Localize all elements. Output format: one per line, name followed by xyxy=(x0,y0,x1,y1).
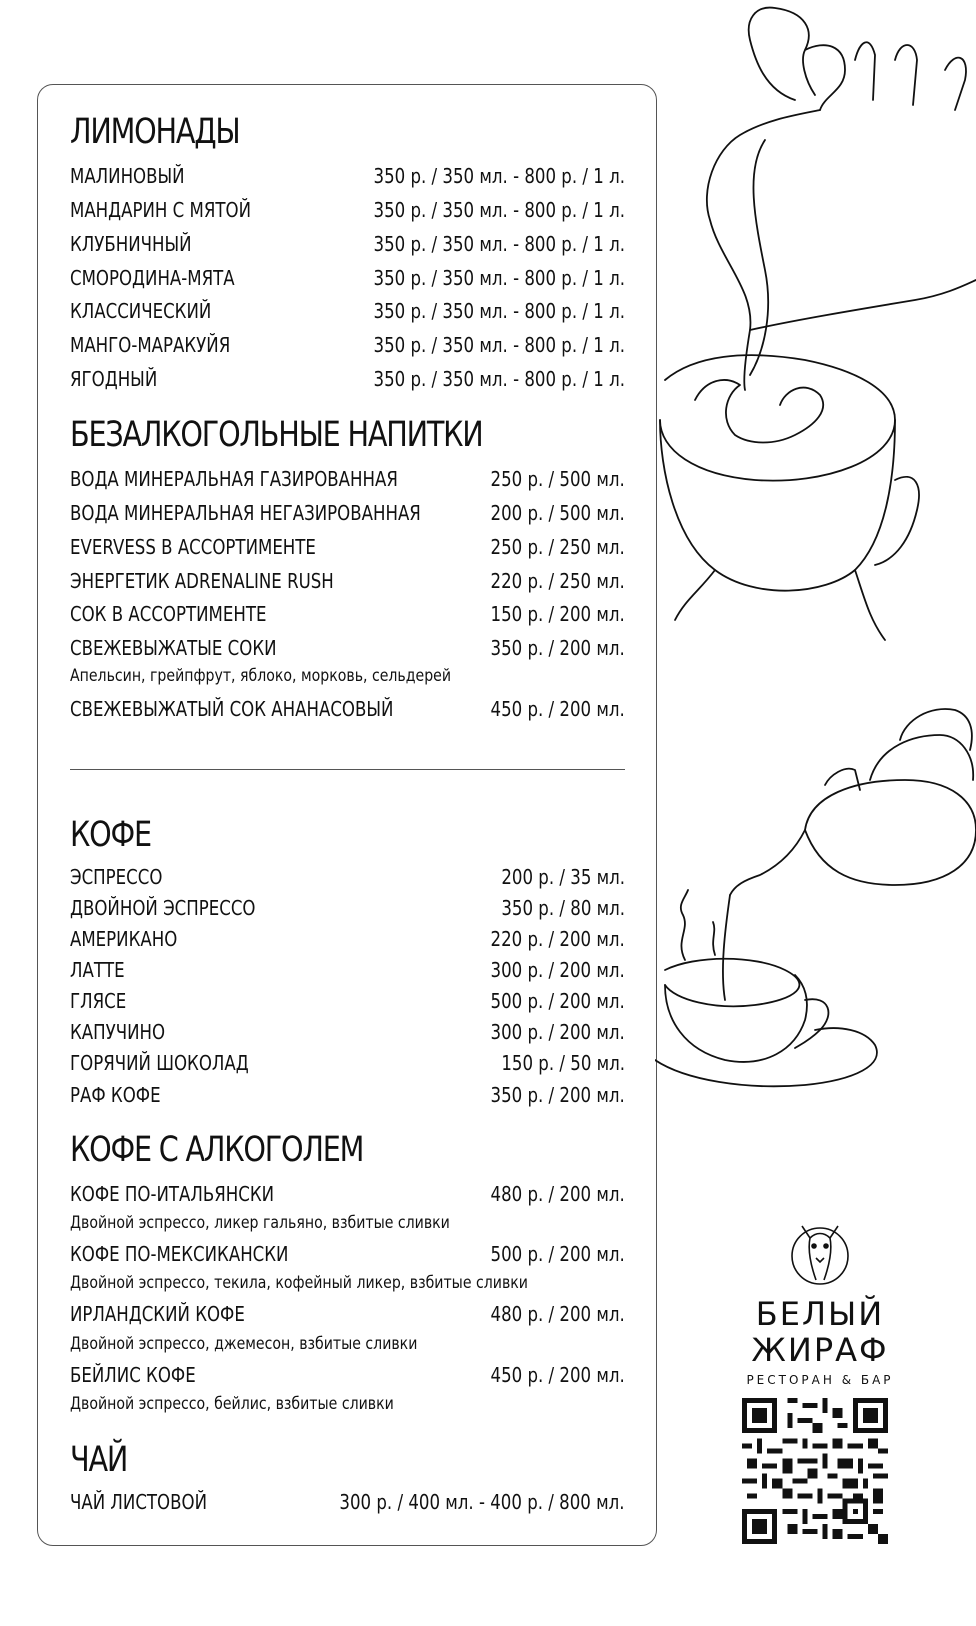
menu-item xyxy=(70,1017,625,1047)
menu-item xyxy=(70,1487,625,1517)
teapot-cup-icon xyxy=(655,700,976,1120)
item-name: ЭСПРЕССО xyxy=(70,865,163,889)
menu-item xyxy=(70,1048,625,1078)
menu-item xyxy=(70,296,625,326)
menu-item xyxy=(70,263,625,293)
menu-item xyxy=(70,599,625,629)
item-price: 150 р. / 50 мл. xyxy=(501,1051,625,1075)
latte-pour-icon xyxy=(655,0,976,650)
menu-item xyxy=(70,566,625,596)
item-price: 220 р. / 250 мл. xyxy=(490,569,625,593)
menu-item xyxy=(70,330,625,360)
menu-item xyxy=(70,893,625,923)
item-price: 220 р. / 200 мл. xyxy=(490,927,625,951)
item-price: 500 р. / 200 мл. xyxy=(490,989,625,1013)
item-description: Двойной эспрессо, джемесон, взбитые сливки xyxy=(70,1334,418,1354)
menu-item xyxy=(70,1360,625,1390)
item-name: АМЕРИКАНО xyxy=(70,927,178,951)
section-title-coffee: КОФЕ xyxy=(70,815,151,855)
item-name: СОК В АССОРТИМЕНТЕ xyxy=(70,602,267,626)
menu-item xyxy=(70,1239,625,1269)
section-title-lemonades: ЛИМОНАДЫ xyxy=(70,112,240,152)
menu-item xyxy=(70,161,625,191)
item-name: ГЛЯСЕ xyxy=(70,989,127,1013)
item-description: Двойной эспрессо, бейлис, взбитые сливки xyxy=(70,1394,394,1414)
item-name: МАНДАРИН С МЯТОЙ xyxy=(70,198,252,222)
item-price: 300 р. / 200 мл. xyxy=(490,958,625,982)
item-description: Апельсин, грейпфрут, яблоко, морковь, сельдерей xyxy=(70,666,452,686)
item-price: 350 р. / 350 мл. - 800 р. / 1 л. xyxy=(373,232,625,256)
item-price: 150 р. / 200 мл. xyxy=(490,602,625,626)
menu-item xyxy=(70,532,625,562)
item-price: 480 р. / 200 мл. xyxy=(490,1302,625,1326)
item-name: СВЕЖЕВЫЖАТЫЕ СОКИ xyxy=(70,636,277,660)
item-price: 350 р. / 200 мл. xyxy=(490,1083,625,1107)
item-name: СВЕЖЕВЫЖАТЫЙ СОК АНАНАСОВЫЙ xyxy=(70,697,394,721)
item-price: 350 р. / 200 мл. xyxy=(490,636,625,660)
item-price: 350 р. / 350 мл. - 800 р. / 1 л. xyxy=(373,367,625,391)
item-name: КОФЕ ПО-ИТАЛЬЯНСКИ xyxy=(70,1182,275,1206)
item-price: 350 р. / 350 мл. - 800 р. / 1 л. xyxy=(373,198,625,222)
item-name: ВОДА МИНЕРАЛЬНАЯ НЕГАЗИРОВАННАЯ xyxy=(70,501,421,525)
section-title-soft-drinks: БЕЗАЛКОГОЛЬНЫЕ НАПИТКИ xyxy=(70,415,483,455)
menu-item xyxy=(70,195,625,225)
item-price: 350 р. / 350 мл. - 800 р. / 1 л. xyxy=(373,299,625,323)
menu-item xyxy=(70,1179,625,1209)
item-description: Двойной эспрессо, текила, кофейный ликер, взбитые сливки xyxy=(70,1273,528,1293)
item-name: БЕЙЛИС КОФЕ xyxy=(70,1363,196,1387)
section-divider xyxy=(70,769,625,770)
item-price: 350 р. / 350 мл. - 800 р. / 1 л. xyxy=(373,164,625,188)
item-name: ДВОЙНОЙ ЭСПРЕССО xyxy=(70,896,256,920)
item-name: МАЛИНОВЫЙ xyxy=(70,164,185,188)
item-price: 250 р. / 250 мл. xyxy=(490,535,625,559)
item-price: 450 р. / 200 мл. xyxy=(490,697,625,721)
menu-item xyxy=(70,862,625,892)
item-name: EVERVESS В АССОРТИМЕНТЕ xyxy=(70,535,316,559)
item-name: ВОДА МИНЕРАЛЬНАЯ ГАЗИРОВАННАЯ xyxy=(70,467,398,491)
brand-name-line2: ЖИРАФ xyxy=(751,1331,889,1369)
item-name: ИРЛАНДСКИЙ КОФЕ xyxy=(70,1302,245,1326)
section-title-tea: ЧАЙ xyxy=(70,1440,128,1480)
menu-item xyxy=(70,1299,625,1329)
section-title-coffee-alcohol: КОФЕ С АЛКОГОЛЕМ xyxy=(70,1130,364,1170)
item-name: ЯГОДНЫЙ xyxy=(70,367,158,391)
menu-item xyxy=(70,986,625,1016)
item-name: КАПУЧИНО xyxy=(70,1020,166,1044)
item-price: 200 р. / 500 мл. xyxy=(490,501,625,525)
item-description: Двойной эспрессо, ликер гальяно, взбитые сливки xyxy=(70,1213,450,1233)
item-name: РАФ КОФЕ xyxy=(70,1083,161,1107)
item-price: 300 р. / 400 мл. - 400 р. / 800 мл. xyxy=(339,1490,625,1514)
item-price: 350 р. / 350 мл. - 800 р. / 1 л. xyxy=(373,266,625,290)
brand-name-line1: БЕЛЫЙ xyxy=(755,1295,885,1333)
giraffe-logo-icon xyxy=(780,1218,860,1288)
item-name: ЛАТТЕ xyxy=(70,958,125,982)
qr-code-icon xyxy=(742,1398,888,1544)
item-name: МАНГО-МАРАКУЙЯ xyxy=(70,333,231,357)
item-name: КЛАССИЧЕСКИЙ xyxy=(70,299,212,323)
menu-item xyxy=(70,955,625,985)
item-name: КЛУБНИЧНЫЙ xyxy=(70,232,192,256)
menu-item xyxy=(70,694,625,724)
item-price: 350 р. / 80 мл. xyxy=(501,896,625,920)
item-price: 300 р. / 200 мл. xyxy=(490,1020,625,1044)
menu-item xyxy=(70,229,625,259)
item-price: 480 р. / 200 мл. xyxy=(490,1182,625,1206)
menu-item xyxy=(70,464,625,494)
item-name: СМОРОДИНА-МЯТА xyxy=(70,266,235,290)
item-name: ГОРЯЧИЙ ШОКОЛАД xyxy=(70,1051,249,1075)
item-price: 350 р. / 350 мл. - 800 р. / 1 л. xyxy=(373,333,625,357)
item-name: ЭНЕРГЕТИК ADRENALINE RUSH xyxy=(70,569,334,593)
item-price: 250 р. / 500 мл. xyxy=(490,467,625,491)
menu-item xyxy=(70,364,625,394)
item-name: ЧАЙ ЛИСТОВОЙ xyxy=(70,1490,208,1514)
menu-item xyxy=(70,633,625,663)
item-name: КОФЕ ПО-МЕКСИКАНСКИ xyxy=(70,1242,289,1266)
menu-item xyxy=(70,1080,625,1110)
menu-item xyxy=(70,924,625,954)
menu-item xyxy=(70,498,625,528)
item-price: 450 р. / 200 мл. xyxy=(490,1363,625,1387)
item-price: 500 р. / 200 мл. xyxy=(490,1242,625,1266)
brand-subtitle: РЕСТОРАН & БАР xyxy=(746,1373,894,1387)
item-price: 200 р. / 35 мл. xyxy=(501,865,625,889)
